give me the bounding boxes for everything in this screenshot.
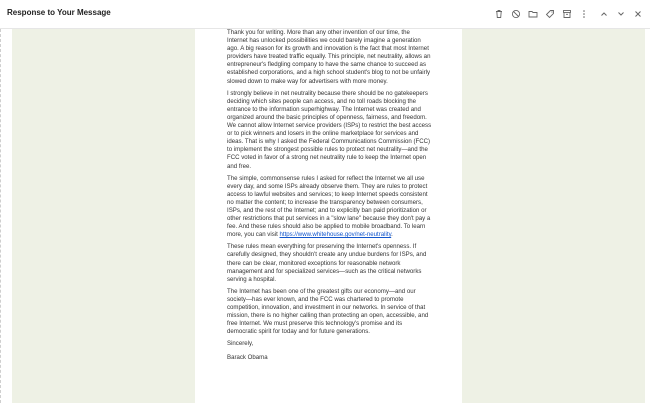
message-body-area	[0, 29, 650, 403]
letter-paragraph-5: The Internet has been one of the greatest gifts our economy—and our society—has ever known, and the FCC was chartered to promote competition, innovation, and investment in our networks. In service of that mission, there is no higher calling than protecting an open, accessible, and free Internet. We must preserve this technology's promise and its democratic spirit for today and for future generations.	[227, 287, 429, 336]
chevron-down-icon[interactable]	[614, 8, 627, 20]
letter-closing: Sincerely,	[227, 340, 254, 348]
whitehouse-net-neutrality-link[interactable]: https://www.whitehouse.gov/net-neutrality	[279, 231, 392, 239]
chevron-up-icon[interactable]	[597, 8, 610, 20]
archive-icon[interactable]	[560, 8, 573, 20]
letter-body	[227, 29, 432, 363]
block-icon[interactable]	[509, 8, 522, 20]
letter-paragraph-1: Thank you for writing. More than any other invention of our time, the Internet has unlocked possibilities we could barely imagine a generation ago. A big reason for its growth and innovation is the fact that most Internet providers have treated traffic equally. This principle, net neutrality, allows an entrepreneur's fledgling company to have the same chance to succeed as established corporations, and a high school student's blog to not be unfairly slowed down to make way for advertisers with more money.	[227, 29, 431, 85]
letter-signature: Barack Obama	[227, 354, 268, 362]
letter-paragraph-4: These rules mean everything for preserving the Internet's openness. If carefully designed, they shouldn't create any undue burdens for ISPs, and there can be clear, monitored exceptions for reasonable network management and for specialized services—such as the critical networks serving a hospital.	[227, 243, 427, 283]
trash-icon[interactable]	[492, 8, 505, 20]
more-vertical-icon[interactable]	[577, 8, 590, 20]
message-subject: Response to Your Message	[7, 8, 111, 17]
letter-paragraph-3-end: .	[391, 231, 393, 239]
tag-icon[interactable]	[543, 8, 556, 20]
message-header-bar	[0, 0, 650, 29]
close-icon[interactable]	[631, 8, 644, 20]
left-background-panel	[12, 29, 195, 403]
message-toolbar	[488, 8, 644, 20]
right-background-panel	[462, 29, 645, 403]
pane-divider	[0, 29, 2, 403]
letter-paragraph-2: I strongly believe in net neutrality because there should be no gatekeepers deciding which sites people can access, and no toll roads blocking the entrance to the information superhighway. The Internet was created and organized around the basic principles of openness, fairness, and freedom. We cannot allow Internet service providers (ISPs) to restrict the best access or to pick winners and losers in the online marketplace for services and ideas. That is why I asked the Federal Communications Commission (FCC) to implement the strongest possible rules to protect net neutrality—and the FCC voted in favor of a strong net neutrality rule to keep the Internet open and free.	[227, 89, 432, 170]
folder-icon[interactable]	[526, 8, 539, 20]
letter-page	[195, 29, 462, 403]
letter-paragraph-3-text: The simple, commonsense rules I asked for reflect the Internet we all use every day, and some ISPs already observe them. They are rules to protect access to lawful websites and services; to keep Internet speeds consistent no matter the content; to increase the transparency between consumers, ISPs, and the rest of the Internet; and to explicitly ban paid prioritization or other restrictions that put services in a "slow lane" because they don't pay a fee. And these rules should also be applied to mobile broadband. To learn more, you can visit	[227, 174, 431, 239]
letter-paragraph-3	[227, 175, 432, 240]
